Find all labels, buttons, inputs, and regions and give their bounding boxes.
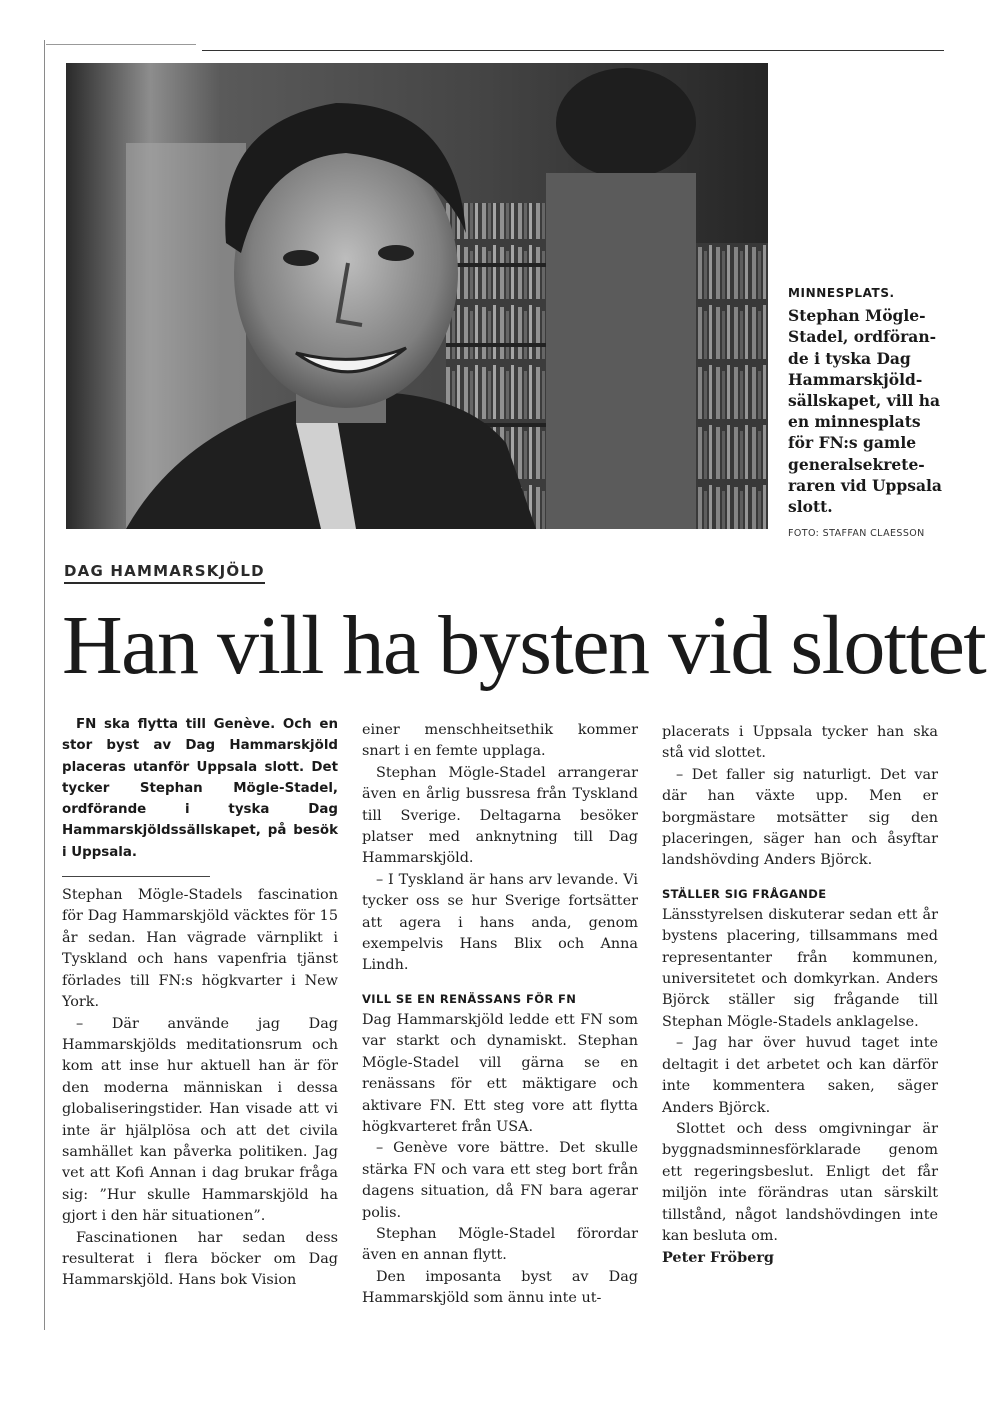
caption-text: Stephan Mögle- Stadel, ordföran- de i tyska Dag Hammarskjöld- sällskapet, vill ha en minnesplats för FN:s gamle generalsekrete- raren vid Uppsala slott. [788, 306, 942, 517]
lead-divider [62, 876, 210, 877]
body-paragraph: Stephan Mögle-Stadels fascination för Dag Hammarskjöld väcktes för 15 år sedan. Han vägrade värnplikt i Tyskland och hans vapenfria tjänst förlades till FN:s högkvarter i New York. [62, 887, 338, 1011]
headline: Han vill ha bysten vid slottet [62, 599, 986, 692]
subheading: STÄLLER SIG FRÅGANDE [662, 886, 827, 901]
caption-kicker: MINNESPLATS. [788, 286, 895, 300]
body-paragraph: – Genève vore bättre. Det skulle stärka FN och vara ett steg bort från dagens situation, då FN bara agerar polis. [362, 1140, 638, 1221]
section-label: DAG HAMMARSKJÖLD [64, 562, 265, 584]
body-paragraph: – I Tyskland är hans arv levande. Vi tycker oss se hur Sverige fortsätter att agera i hans anda, genom exempelvis Hans Blix och Anna Lindh. [362, 871, 638, 974]
top-rule-left [46, 44, 196, 45]
article-column-2 [362, 720, 638, 1310]
article-column-1 [62, 714, 338, 1292]
body-paragraph: Den imposanta byst av Dag Hammarskjöld som ännu inte ut- [362, 1268, 638, 1307]
body-paragraph: – Där använde jag Dag Hammarskjölds meditationsrum och kom att inse hur aktuell han är för den moderna människan i dessa globaliseringstider. Han visade att vi inte är hjälplösa och att det civila samhället kan påverka politiken. Jag vet att Kofi Annan i dag brukar fråga sig: ”Hur skulle Hammarskjöld ha gjort i den här situationen”. [62, 1015, 338, 1225]
photo-credit: FOTO: STAFFAN CLAESSON [788, 528, 925, 539]
subheading: VILL SE EN RENÄSSANS FÖR FN [362, 991, 577, 1006]
body-paragraph: einer menschheitsethik kommer snart i en femte upplaga. [362, 722, 638, 760]
body-paragraph: Slottet och dess omgivningar är byggnadsminnesförklarade genom ett regeringsbeslut. Enligt det får miljön inte förändras utan särskilt tillstånd, något landshövdingen inte kan besluta om. [662, 1120, 938, 1244]
portrait-photo [66, 63, 768, 529]
portrait-illustration [66, 63, 768, 529]
body-paragraph: Dag Hammarskjöld ledde ett FN som var starkt och dynamiskt. Stephan Mögle-Stadel vill gärna se en renässans för ett mäktigare och aktivare FN. Ett steg vore att flytta högkvarteret från USA. [362, 1011, 638, 1135]
body-paragraph: placerats i Uppsala tycker han ska stå vid slottet. [662, 724, 938, 762]
top-rule [202, 50, 944, 51]
byline: Peter Fröberg [662, 1249, 774, 1267]
body-paragraph: Stephan Mögle-Stadel förordar även en annan flytt. [362, 1225, 638, 1264]
body-paragraph: – Det faller sig naturligt. Det var där han växte upp. Men er borgmästare motsätter sig den placeringen, säger han och åsyftar landshövding Anders Björck. [662, 766, 938, 869]
body-paragraph: Länsstyrelsen diskuterar sedan ett år bystens placering, tillsammans med representanter från kommunen, universitetet och domkyrkan. Anders Björck ställer sig frågande till Stephan Mögle-Stadels anklagelse. [662, 906, 938, 1030]
margin-line [44, 40, 45, 1330]
photo-caption [788, 283, 948, 517]
body-paragraph: – Jag har över huvud taget inte deltagit i det arbetet och kan därför inte kommentera saken, säger Anders Björck. [662, 1035, 938, 1116]
article-column-3 [662, 722, 938, 1269]
body-paragraph: Stephan Mögle-Stadel arrangerar även en årlig bussresa från Tyskland till Sverige. Deltagarna besöker platser med anknytning till Dag Hammarskjöld. [362, 764, 638, 867]
body-paragraph: Fascinationen har sedan dess resulterat i flera böcker om Dag Hammarskjöld. Hans bok Vision [62, 1229, 338, 1289]
lead-paragraph: FN ska flytta till Genève. Och en stor byst av Dag Hammarskjöld placeras utanför Uppsala slott. Det tycker Stephan Mögle-Stadel, ordförande i tyska Dag Hammarskjöldssällskapet, på besök i Uppsala. [62, 717, 338, 860]
